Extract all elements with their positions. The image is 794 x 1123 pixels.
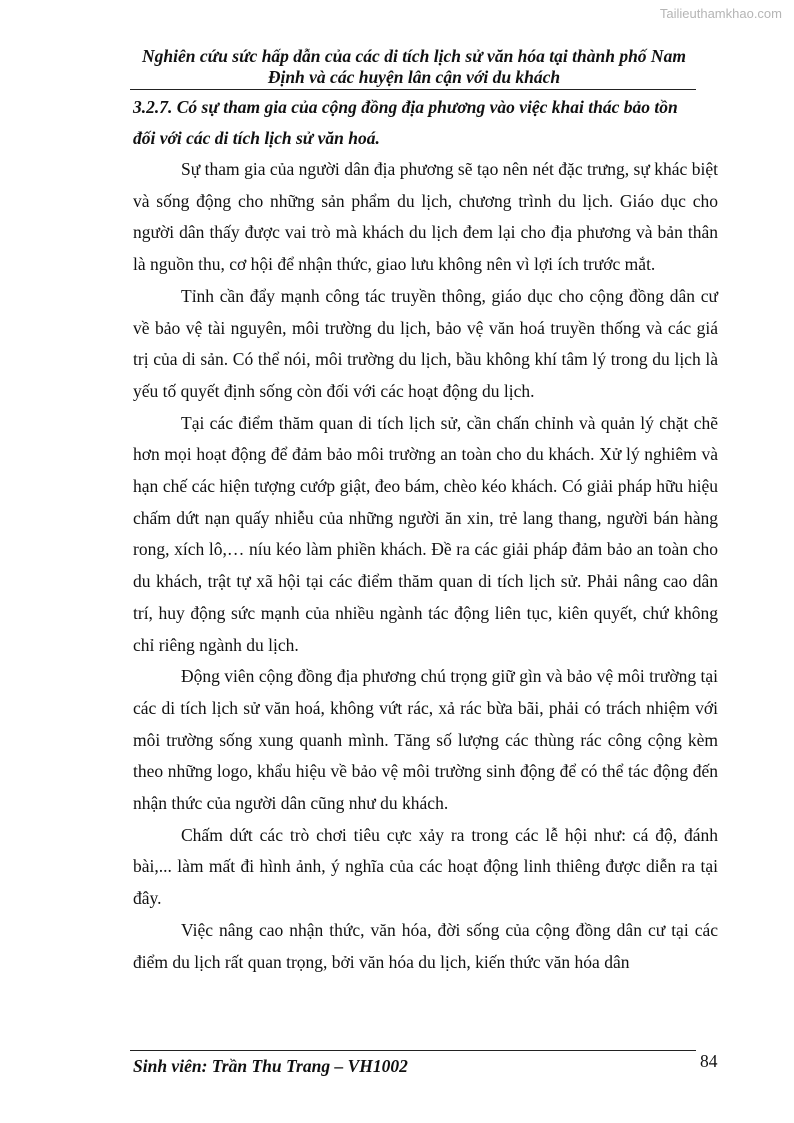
header-title-line-2: Định và các huyện lân cận với du khách xyxy=(267,67,561,87)
paragraph-1: Sự tham gia của người dân địa phương sẽ tạo nên nét đặc trưng, sự khác biệt và sống động cho những sản phẩm du lịch, chương trình du lịch. Giáo dục cho người dân thấy được vai trò mà khách du lịch đem lại cho địa phương và bản thân là nguồn thu, cơ hội để nhận thức, giao lưu không nên vì lợi ích trước mắt. xyxy=(133,159,718,275)
watermark: Tailieuthamkhao.com xyxy=(659,6,782,21)
header-divider xyxy=(130,89,696,90)
paragraph-6: Việc nâng cao nhận thức, văn hóa, đời sống của cộng đồng dân cư tại các điểm du lịch rất quan trọng, bởi văn hóa du lịch, kiến thức văn hóa dân xyxy=(133,919,718,972)
paragraph-5: Chấm dứt các trò chơi tiêu cực xảy ra trong các lễ hội như: cá độ, đánh bài,... làm mất đi hình ảnh, ý nghĩa của các hoạt động linh thiêng được diễn ra tại đây. xyxy=(133,824,718,909)
header-title-line-1: Nghiên cứu sức hấp dẫn của các di tích lịch sử văn hóa tại thành phố Nam xyxy=(142,46,686,66)
body-text xyxy=(133,154,718,978)
paragraph-3: Tại các điểm thăm quan di tích lịch sử, cần chấn chỉnh và quản lý chặt chẽ hơn mọi hoạt động để đảm bảo môi trường an toàn cho du khách. Xử lý nghiêm và hạn chế các hiện tượng cướp giật, đeo bám, chèo kéo khách. Có giải pháp hữu hiệu chấm dứt nạn quấy nhiễu của những người ăn xin, trẻ lang thang, người bán hàng rong, xích lô,… níu kéo làm phiền khách. Đề ra các giải pháp đảm bảo an toàn cho du khách, trật tự xã hội tại các điểm thăm quan di tích lịch sử. Phải nâng cao dân trí, huy động sức mạnh của nhiều ngành tác động liên tục, kiên quyết, chứ không chỉ riêng ngành du lịch. xyxy=(133,412,718,655)
footer-author: Sinh viên: Trần Thu Trang – VH1002 xyxy=(133,1056,408,1076)
footer-divider xyxy=(130,1050,696,1051)
page-header xyxy=(130,46,698,88)
section-title: 3.2.7. Có sự tham gia của cộng đồng địa phương vào việc khai thác bảo tồn đối với các di tích lịch sử văn hoá. xyxy=(133,97,678,148)
paragraph-2: Tỉnh cần đẩy mạnh công tác truyền thông, giáo dục cho cộng đồng dân cư về bảo vệ tài nguyên, môi trường du lịch, bảo vệ văn hoá truyền thống và các giá trị của di sản. Có thể nói, môi trường du lịch, bầu không khí tâm lý trong du lịch là yếu tố quyết định sống còn đối với các hoạt động du lịch. xyxy=(133,285,718,401)
page-number: 84 xyxy=(700,1051,718,1071)
paragraph-4: Động viên cộng đồng địa phương chú trọng giữ gìn và bảo vệ môi trường tại các di tích lịch sử văn hoá, không vứt rác, xả rác bừa bãi, phải có trách nhiệm với môi trường sống xung quanh mình. Tăng số lượng các thùng rác công cộng kèm theo những logo, khẩu hiệu về bảo vệ môi trường sinh động để có thể tác động đến nhận thức của người dân cũng như du khách. xyxy=(133,666,718,814)
